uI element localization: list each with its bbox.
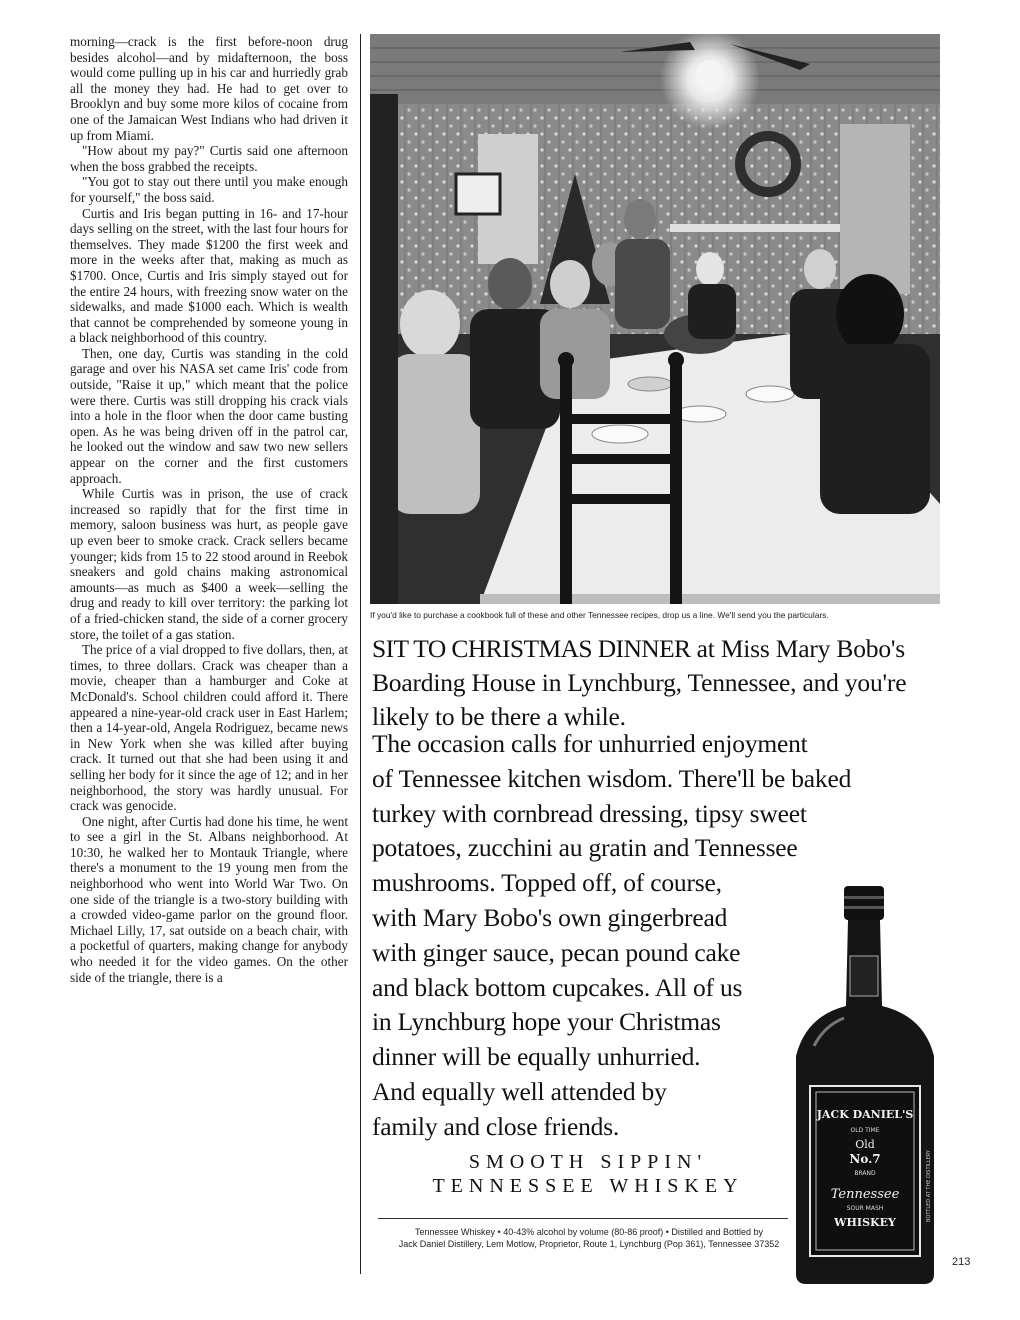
photo-caption: If you'd like to purchase a cookbook full of these and other Tennessee recipes, drop us a line. We'll send you the particulars. <box>370 610 829 620</box>
bottle-brand-word-text: BRAND <box>854 1170 876 1177</box>
whiskey-advertisement <box>368 34 952 1284</box>
bottle-brand-text: JACK DANIEL'S <box>816 1108 914 1121</box>
headline-caps: SIT TO CHRISTMAS DINNER <box>372 634 691 663</box>
bottle-side-text: BOTTLED AT THE DISTILLERY <box>926 1150 932 1222</box>
body-line: potatoes, zucchini au gratin and Tennessee <box>372 833 798 863</box>
article-paragraph: morning—crack is the first before-noon drug besides alcohol—and by midafternoon, the boss would come pulling up in his car and hurriedly grab all the money they had. He had to get over to Brooklyn and buy some more kilos of cocaine from one of the Jamaican West Indians who had driven it up from Miami. <box>70 34 348 143</box>
article-paragraph: Then, one day, Curtis was standing in the cold garage and over his NASA set came Iris' code from outside, "Raise it up," which meant that the police were there. Curtis was still dropping his crack vials into a hole in the floor when the door came busting open. As he was being driven off in the patrol car, he looked out the window and saw two new sellers appear on the corner and the first customers approach. <box>70 345 348 486</box>
headline-rest: at Miss Mary Bobo's Boarding House in Lynchburg, Tennessee, and you're likely to be there a while. <box>372 634 907 731</box>
bottle-whiskey-text: WHISKEY <box>834 1216 896 1229</box>
body-line: turkey with cornbread dressing, tipsy sweet <box>372 798 807 828</box>
whiskey-bottle-image <box>784 886 954 1286</box>
body-line: dinner will be equally unhurried. <box>372 1042 701 1072</box>
legal-line: Tennessee Whiskey • 40-43% alcohol by volume (80-86 proof) • Distilled and Bottled by <box>415 1227 763 1237</box>
tagline-line: TENNESSEE WHISKEY <box>432 1175 744 1197</box>
legal-text <box>384 1226 794 1250</box>
legal-divider <box>378 1218 788 1219</box>
bottle-old-time-text: OLD TIME <box>850 1127 880 1134</box>
dinner-photo <box>370 34 940 604</box>
ad-headline <box>372 632 956 734</box>
article-paragraph: "You got to stay out there until you make enough for yourself," the boss said. <box>70 174 348 205</box>
body-line: And equally well attended by <box>372 1076 667 1106</box>
body-line: The occasion calls for unhurried enjoyment <box>372 729 808 758</box>
article-paragraph: Curtis and Iris began putting in 16- and 17-hour days selling on the street, with the last four hours for themselves. They made $1200 the first week and more in the weeks after that, making as much as $1700. Once, Curtis and Iris simply stayed out for the entire 24 hours, with freezing snow water on the sidewalks, and made $1000 each. Which is wealth that cannot be comprehended by someone young in a black neighborhood of this country. <box>70 205 348 346</box>
legal-line: Jack Daniel Distillery, Lem Motlow, Proprietor, Route 1, Lynchburg (Pop 361), Tennessee 37352 <box>398 1239 780 1249</box>
article-paragraph: The price of a vial dropped to five dollars, then, at times, to three dollars. Crack was cheaper than a movie, cheaper than a hamburger and Coke at McDonald's. School children could afford it. There appeared a nine-year-old crack user in East Harlem; then a 14-year-old, Angela Rodriguez, became news in New York when she was killed after buying crack. It turned out that she had been using it and selling her body for it since the age of 12; and in her neighborhood, the story was hardly unusual. For crack was genocide. <box>70 642 348 814</box>
body-line: family and close friends. <box>372 1111 620 1141</box>
bottle-no7-text: No.7 <box>849 1152 881 1166</box>
body-line: mushrooms. Topped off, of course, <box>372 868 722 898</box>
article-paragraph: "How about my pay?" Curtis said one afternoon when the boss grabbed the receipts. <box>70 143 348 174</box>
body-line: and black bottom cupcakes. All of us <box>372 972 743 1002</box>
body-line: of Tennessee kitchen wisdom. There'll be baked <box>372 763 852 793</box>
page-number: 213 <box>952 1256 971 1268</box>
body-line: in Lynchburg hope your Christmas <box>372 1007 721 1037</box>
article-paragraph: One night, after Curtis had done his time, he went to see a girl in the St. Albans neighborhood. At 10:30, he walked her to Montauk Triangle, where there's a monument to the 19 young men from the neighborhood who went into World War Two. On one side of the triangle is a two-story building with a crowded video-game parlor on the ground floor. Michael Lilly, 17, sat outside on a beach chair, with a pocketful of quarters, making change for anybody who needed it for the video games. On the other side of the triangle, there is a <box>70 813 348 985</box>
column-divider <box>360 34 361 1274</box>
bottle-old-text: Old <box>855 1138 875 1151</box>
article-paragraph: While Curtis was in prison, the use of crack increased so rapidly that for the first time in memory, saloon business was hurt, as people gave up even beer to smoke crack. Crack sellers became younger; kids from 15 to 22 stood around in Reebok sneakers and gold chains making astronomical amounts—as much as $400 a week—selling the drug and ready to kill over territory: the parking lot of a fried-chicken stand, the side of a corner grocery store, the toilet of a gas station. <box>70 486 348 642</box>
article-column <box>70 34 348 1274</box>
tagline-line: SMOOTH SIPPIN' <box>468 1151 708 1173</box>
bottle-tennessee-text: Tennessee <box>830 1187 900 1202</box>
body-line: with ginger sauce, pecan pound cake <box>372 937 741 967</box>
body-line: with Mary Bobo's own gingerbread <box>372 902 728 932</box>
bottle-sour-mash-text: SOUR MASH <box>846 1205 884 1212</box>
ad-tagline <box>398 1150 778 1198</box>
